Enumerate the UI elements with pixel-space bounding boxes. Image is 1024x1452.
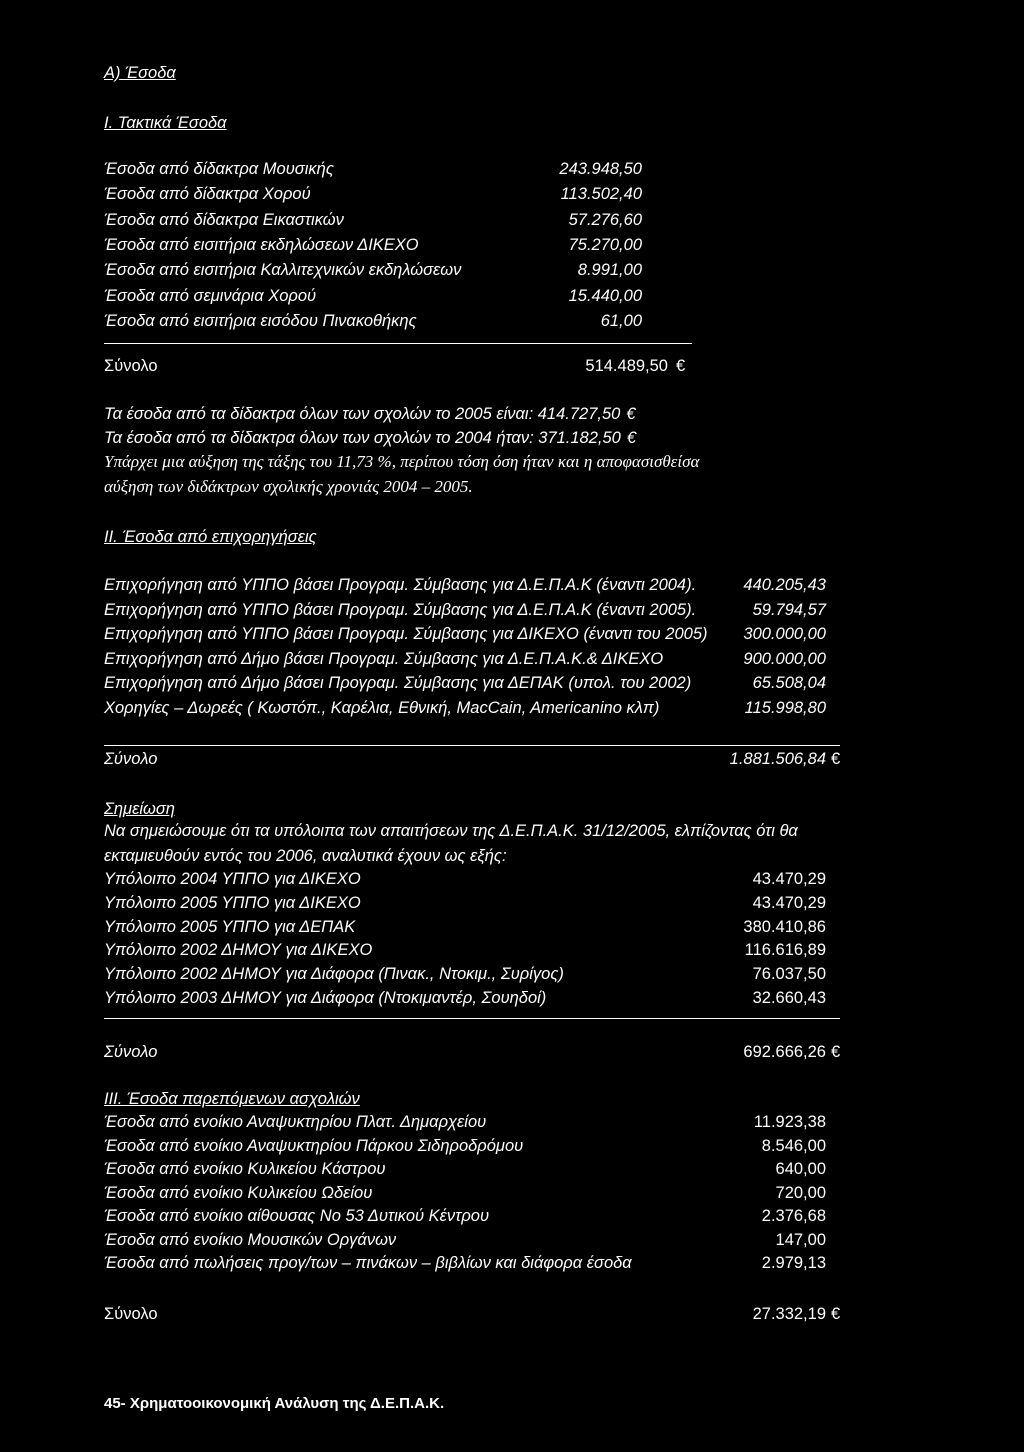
row-label: Υπόλοιπο 2005 ΥΠΠΟ για ΔΙΚΕΧΟ: [104, 893, 361, 912]
row-value: 43.470,29: [752, 870, 826, 888]
row-value: 57.276,60: [568, 210, 642, 229]
euro-sign: €: [831, 1043, 841, 1061]
row-value: 2.376,68: [761, 1207, 826, 1225]
row-label: Επιχορήγηση από ΥΠΠΟ βάσει Προγραμ. Σύμβασης για Δ.Ε.Π.Α.Κ (έναντι 2004).: [104, 576, 697, 594]
section2-total-value: 1.881.506,84: [729, 750, 826, 768]
row-value: 720,00: [775, 1183, 826, 1202]
note-2005: Τα έσοδα από τα δίδακτρα όλων των σχολών το 2005 είναι: 414.727,50 €: [104, 405, 636, 423]
row-value: 243.948,50: [559, 160, 642, 178]
section1-total-value: 514.489,50: [585, 357, 668, 375]
row-label: Έσοδα από ενοίκιο Αναψυκτηρίου Πλατ. Δημαρχείου: [104, 1113, 487, 1131]
note-line-1: Να σημειώσουμε ότι τα υπόλοιπα των απαιτήσεων της Δ.Ε.Π.Α.Κ. 31/12/2005, ελπίζοντας ότι θα: [104, 822, 798, 840]
row-value: 113.502,40: [560, 185, 642, 204]
euro-sign: €: [831, 1305, 841, 1323]
row-label: Υπόλοιπο 2004 ΥΠΠΟ για ΔΙΚΕΧΟ: [104, 870, 361, 888]
section1-total-label: Σύνολο: [104, 357, 158, 375]
row-value: 8.991,00: [577, 261, 642, 280]
divider: [104, 745, 840, 746]
section3-total-value: 27.332,19: [752, 1305, 826, 1323]
note-line-2: εκταμιευθούν εντός του 2006, αναλυτικά έχουν ως εξής:: [104, 847, 507, 865]
row-value: 380.410,86: [743, 917, 826, 936]
row-value: 11.923,38: [753, 1113, 826, 1131]
row-label: Έσοδα από εισιτήρια εισόδου Πινακοθήκης: [104, 311, 417, 330]
row-value: 115.998,80: [744, 698, 826, 717]
row-label: Επιχορήγηση από ΥΠΠΟ βάσει Προγραμ. Σύμβασης για Δ.Ε.Π.Α.Κ (έναντι 2005).: [104, 600, 697, 619]
note-2004: Τα έσοδα από τα δίδακτρα όλων των σχολών το 2004 ήταν: 371.182,50 €: [104, 429, 637, 447]
row-label: Έσοδα από ενοίκιο Κυλικείου Κάστρου: [104, 1160, 386, 1178]
divider: [104, 343, 692, 344]
row-label: Έσοδα από ενοίκιο Μουσικών Οργάνων: [104, 1230, 397, 1249]
heading-a: Α) Έσοδα: [104, 64, 176, 82]
row-value: 65.508,04: [752, 674, 826, 692]
row-label: Υπόλοιπο 2002 ΔΗΜΟΥ για Διάφορα (Πινακ., Ντοκιμ., Συρίγος): [104, 965, 564, 984]
row-value: 59.794,57: [752, 600, 826, 619]
section3-total-label: Σύνολο: [104, 1305, 158, 1323]
balances-total-label: Σύνολο: [104, 1043, 158, 1061]
note-title: Σημείωση: [104, 800, 175, 818]
row-value: 300.000,00: [743, 625, 826, 643]
row-label: Έσοδα από πωλήσεις προγ/των – πινάκων – βιβλίων και διάφορα έσοδα: [104, 1254, 632, 1272]
row-value: 900.000,00: [743, 649, 826, 668]
row-value: 32.660,43: [752, 989, 826, 1007]
row-value: 75.270,00: [568, 235, 642, 254]
euro-sign: €: [676, 357, 686, 375]
row-label: Έσοδα από ενοίκιο αίθουσας Νο 53 Δυτικού Κέντρου: [104, 1207, 490, 1225]
section1-title: Ι. Τακτικά Έσοδα: [104, 114, 227, 132]
euro-sign: €: [831, 750, 841, 768]
increase-line-2: αύξηση των διδάκτρων σχολικής χρονιάς 2004 – 2005.: [104, 477, 473, 496]
row-value: 8.546,00: [761, 1136, 826, 1155]
row-value: 61,00: [600, 311, 642, 330]
row-label: Χορηγίες – Δωρεές ( Κωστόπ., Καρέλια, Εθνική, MacCain, Americanino κλπ): [104, 698, 660, 717]
row-value: 76.037,50: [752, 965, 826, 984]
section3-title: ΙΙΙ. Έσοδα παρεπόμενων ασχολιών: [104, 1090, 360, 1108]
row-label: Έσοδα από σεμινάρια Χορού: [104, 286, 317, 305]
row-value: 43.470,29: [752, 893, 826, 912]
row-value: 2.979,13: [761, 1254, 826, 1272]
row-label: Έσοδα από ενοίκιο Αναψυκτηρίου Πάρκου Σιδηροδρόμου: [104, 1136, 524, 1155]
row-value: 15.440,00: [568, 286, 642, 305]
row-label: Έσοδα από δίδακτρα Εικαστικών: [104, 210, 344, 229]
row-label: Επιχορήγηση από ΥΠΠΟ βάσει Προγραμ. Σύμβασης για ΔΙΚΕΧΟ (έναντι του 2005): [104, 625, 708, 643]
increase-line-1: Υπάρχει μια αύξηση της τάξης του 11,73 %, περίπου τόση όση ήταν και η αποφασισθείσα: [104, 452, 700, 471]
row-label: Έσοδα από εισιτήρια Καλλιτεχνικών εκδηλώσεων: [104, 261, 462, 280]
row-label: Έσοδα από δίδακτρα Μουσικής: [104, 160, 334, 178]
section2-total-label: Σύνολο: [104, 750, 158, 768]
row-label: Υπόλοιπο 2002 ΔΗΜΟΥ για ΔΙΚΕΧΟ: [104, 941, 373, 960]
row-label: Επιχορήγηση από Δήμο βάσει Προγραμ. Σύμβασης για Δ.Ε.Π.Α.Κ.& ΔΙΚΕΧΟ: [104, 649, 664, 668]
row-label: Έσοδα από δίδακτρα Χορού: [104, 185, 311, 204]
row-label: Έσοδα από εισιτήρια εκδηλώσεων ΔΙΚΕΧΟ: [104, 235, 419, 254]
balances-total-value: 692.666,26: [743, 1043, 826, 1061]
row-label: Επιχορήγηση από Δήμο βάσει Προγραμ. Σύμβασης για ΔΕΠΑΚ (υπολ. του 2002): [104, 674, 692, 692]
row-value: 440.205,43: [743, 576, 826, 594]
row-value: 640,00: [775, 1160, 826, 1178]
divider: [104, 1018, 840, 1019]
row-value: 116.616,89: [744, 941, 826, 960]
row-label: Υπόλοιπο 2003 ΔΗΜΟΥ για Διάφορα (Ντοκιμαντέρ, Σουηδοί): [104, 989, 547, 1007]
row-value: 147,00: [775, 1230, 826, 1249]
footer: 45- Χρηματοοικονομική Ανάλυση της Δ.Ε.Π.Α.Κ.: [104, 1395, 445, 1412]
section2-title: ΙΙ. Έσοδα από επιχορηγήσεις: [104, 528, 317, 546]
row-label: Έσοδα από ενοίκιο Κυλικείου Ωδείου: [104, 1183, 373, 1202]
row-label: Υπόλοιπο 2005 ΥΠΠΟ για ΔΕΠΑΚ: [104, 917, 356, 936]
